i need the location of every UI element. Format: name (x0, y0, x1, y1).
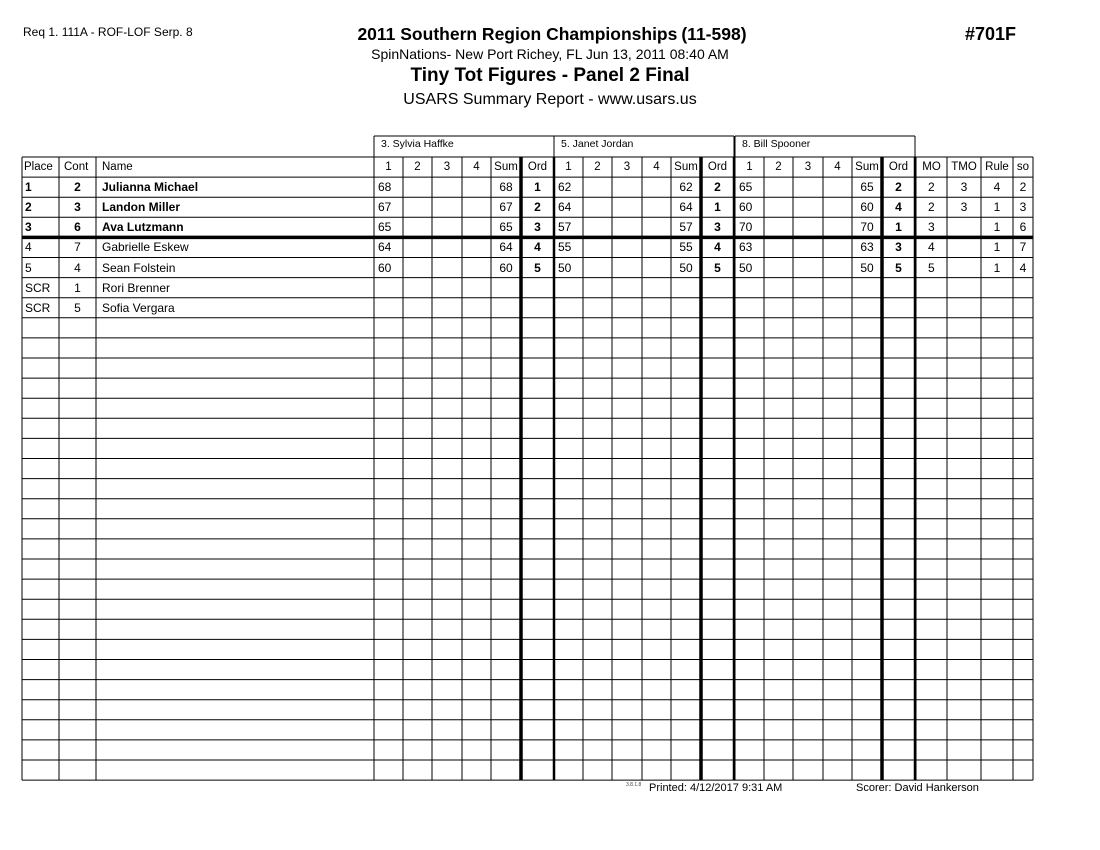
header-name: Name (102, 161, 133, 173)
header-judge-col: 1 (565, 161, 572, 173)
judge-ordinal (701, 298, 734, 318)
skater-name: Sean Folstein (102, 260, 176, 275)
judge-score: 68 (378, 180, 392, 195)
judge-sum: 55 (679, 240, 693, 255)
tmo-cell (947, 278, 981, 298)
judge-score: 67 (378, 200, 392, 215)
mo-cell (928, 298, 947, 318)
judge-ordinal: 2 (714, 180, 721, 195)
header-judge-col: Ord (707, 161, 728, 173)
judge-sum (852, 278, 882, 298)
judge-ordinal: 5 (714, 260, 721, 275)
report-title: USARS Summary Report - www.usars.us (403, 91, 697, 108)
so-cell (1013, 278, 1033, 298)
judge-sum: 60 (860, 200, 874, 215)
printed-timestamp: Printed: 4/12/2017 9:31 AM (649, 782, 783, 794)
judge-sum: 50 (679, 260, 693, 275)
header-tmo: TMO (951, 161, 977, 173)
so-cell: 6 (1019, 220, 1027, 235)
judge-score: 57 (558, 220, 572, 235)
judge-ordinal: 5 (895, 260, 902, 275)
contestant-number: 6 (74, 220, 81, 235)
so-cell: 2 (1019, 180, 1027, 195)
mo-cell: 3 (928, 220, 935, 235)
rule-cell: 1 (993, 260, 1001, 275)
judge-ordinal: 5 (534, 260, 541, 275)
header-judge-col: Ord (527, 161, 548, 173)
header-rule: Rule (985, 161, 1009, 173)
header-judge-col: 1 (385, 161, 392, 173)
place-cell: 3 (25, 220, 32, 235)
mo-cell (928, 278, 947, 298)
tmo-cell (947, 237, 981, 257)
judge-score: 65 (378, 220, 392, 235)
skater-name: Sofia Vergara (102, 300, 175, 315)
judge-sum: 64 (499, 240, 513, 255)
judge-ordinal: 2 (534, 200, 541, 215)
judge-score: 50 (739, 260, 753, 275)
header-judge-col: Sum (855, 161, 879, 173)
contestant-number: 4 (74, 260, 81, 275)
so-cell: 3 (1019, 200, 1027, 215)
judge-score (739, 298, 765, 318)
judge-score: 60 (378, 260, 392, 275)
so-cell: 7 (1019, 240, 1027, 255)
header-mo: MO (922, 161, 941, 173)
contestant-number: 1 (74, 280, 81, 295)
judge-ordinal (521, 298, 554, 318)
mo-cell: 2 (928, 180, 935, 195)
skater-name: Rori Brenner (102, 280, 171, 295)
judge-sum: 67 (499, 200, 513, 215)
judge-sum (491, 278, 521, 298)
place-cell: 5 (25, 260, 32, 275)
header-place: Place (24, 161, 53, 173)
header-judge-col: 2 (594, 161, 601, 173)
so-cell: 4 (1019, 260, 1027, 275)
contestant-number: 2 (74, 180, 81, 195)
judge-ordinal: 4 (534, 240, 541, 255)
judge-ordinal: 3 (714, 220, 721, 235)
header-judge-col: 4 (834, 161, 841, 173)
place-cell: 2 (25, 200, 32, 215)
contestant-number: 3 (74, 200, 81, 215)
judge-ordinal: 3 (534, 220, 541, 235)
skater-name: Gabrielle Eskew (102, 240, 189, 255)
judge-sum (491, 298, 521, 318)
judge-sum: 57 (679, 220, 693, 235)
championship-name: 2011 Southern Region Championships (357, 24, 678, 44)
judge-score: 50 (558, 260, 572, 275)
judge-score (378, 298, 404, 318)
header-judge-col: 4 (653, 161, 660, 173)
judge-sum: 64 (679, 200, 693, 215)
place-cell: 4 (25, 240, 32, 255)
so-cell (1013, 298, 1033, 318)
header-judge-col: 3 (443, 161, 451, 173)
judge-sum: 50 (860, 260, 874, 275)
rule-cell (981, 278, 1013, 298)
scorer-name: Scorer: David Hankerson (856, 782, 979, 794)
mo-cell: 4 (928, 240, 935, 255)
mo-cell: 2 (928, 200, 935, 215)
header-so: so (1016, 161, 1030, 173)
judge-name: 3. Sylvia Haffke (381, 138, 454, 150)
judge-score: 63 (739, 240, 753, 255)
judge-ordinal: 4 (714, 240, 721, 255)
judge-ordinal: 4 (895, 200, 902, 215)
mo-cell: 5 (928, 260, 935, 275)
judge-sum (671, 278, 701, 298)
rule-cell: 1 (993, 200, 1001, 215)
judge-score: 60 (739, 200, 753, 215)
judge-sum: 62 (679, 180, 693, 195)
judge-name: 5. Janet Jordan (561, 138, 634, 150)
judge-score: 62 (558, 180, 572, 195)
judge-sum: 63 (860, 240, 874, 255)
tmo-cell (947, 298, 981, 318)
judge-sum: 60 (499, 260, 513, 275)
requirement-label: Req 1. 111A - ROF-LOF Serp. 8 (23, 25, 193, 39)
skater-name: Ava Lutzmann (102, 220, 184, 235)
rule-cell: 4 (993, 180, 1001, 195)
header-judge-col: 3 (804, 161, 812, 173)
judge-ordinal (882, 298, 915, 318)
header-judge-col: Ord (888, 161, 909, 173)
place-cell: SCR (25, 300, 51, 315)
tmo-cell (947, 258, 981, 278)
judge-ordinal (701, 278, 734, 298)
judge-score: 64 (558, 200, 572, 215)
judge-name: 8. Bill Spooner (742, 138, 811, 150)
event-number: #701F (965, 24, 1017, 44)
judge-score: 65 (739, 180, 753, 195)
tmo-cell (947, 217, 981, 237)
rule-cell: 1 (993, 220, 1001, 235)
judge-score: 64 (378, 240, 392, 255)
judge-sum (852, 298, 882, 318)
judge-ordinal (521, 278, 554, 298)
tmo-cell: 3 (960, 200, 968, 215)
judge-sum: 68 (499, 180, 513, 195)
judge-score: 70 (739, 220, 753, 235)
judge-ordinal: 1 (895, 220, 902, 235)
judge-sum: 70 (860, 220, 874, 235)
championship-code: (11-598) (681, 24, 747, 44)
header-judge-col: Sum (674, 161, 698, 173)
location-line: SpinNations- New Port Richey, FL Jun 13, 2011 08:40 AM (371, 46, 729, 62)
contestant-number: 7 (74, 240, 81, 255)
tmo-cell: 3 (960, 180, 968, 195)
event-title: Tiny Tot Figures - Panel 2 Final (410, 65, 690, 86)
judge-score (558, 298, 584, 318)
judge-ordinal: 1 (534, 180, 541, 195)
place-cell: 1 (25, 180, 32, 195)
judge-sum: 65 (860, 180, 874, 195)
header-cont: Cont (64, 161, 89, 173)
header-judge-col: 2 (775, 161, 782, 173)
rule-cell: 1 (993, 240, 1001, 255)
header-judge-col: 4 (473, 161, 480, 173)
judge-score (558, 278, 584, 298)
judge-score (378, 278, 404, 298)
judge-ordinal: 1 (714, 200, 721, 215)
software-version: 3.8.1.8 (626, 782, 642, 788)
rule-cell (981, 298, 1013, 318)
judge-score (739, 278, 765, 298)
header-judge-col: Sum (494, 161, 518, 173)
judge-sum: 65 (499, 220, 513, 235)
contestant-number: 5 (74, 300, 81, 315)
skater-name: Julianna Michael (102, 180, 199, 195)
header-judge-col: 3 (623, 161, 631, 173)
judge-ordinal: 3 (895, 240, 902, 255)
header-judge-col: 2 (414, 161, 421, 173)
header-judge-col: 1 (746, 161, 753, 173)
judge-ordinal: 2 (895, 180, 902, 195)
judge-score: 55 (558, 240, 572, 255)
skater-name: Landon Miller (102, 200, 180, 215)
place-cell: SCR (25, 280, 51, 295)
judge-ordinal (882, 278, 915, 298)
judge-sum (671, 298, 701, 318)
